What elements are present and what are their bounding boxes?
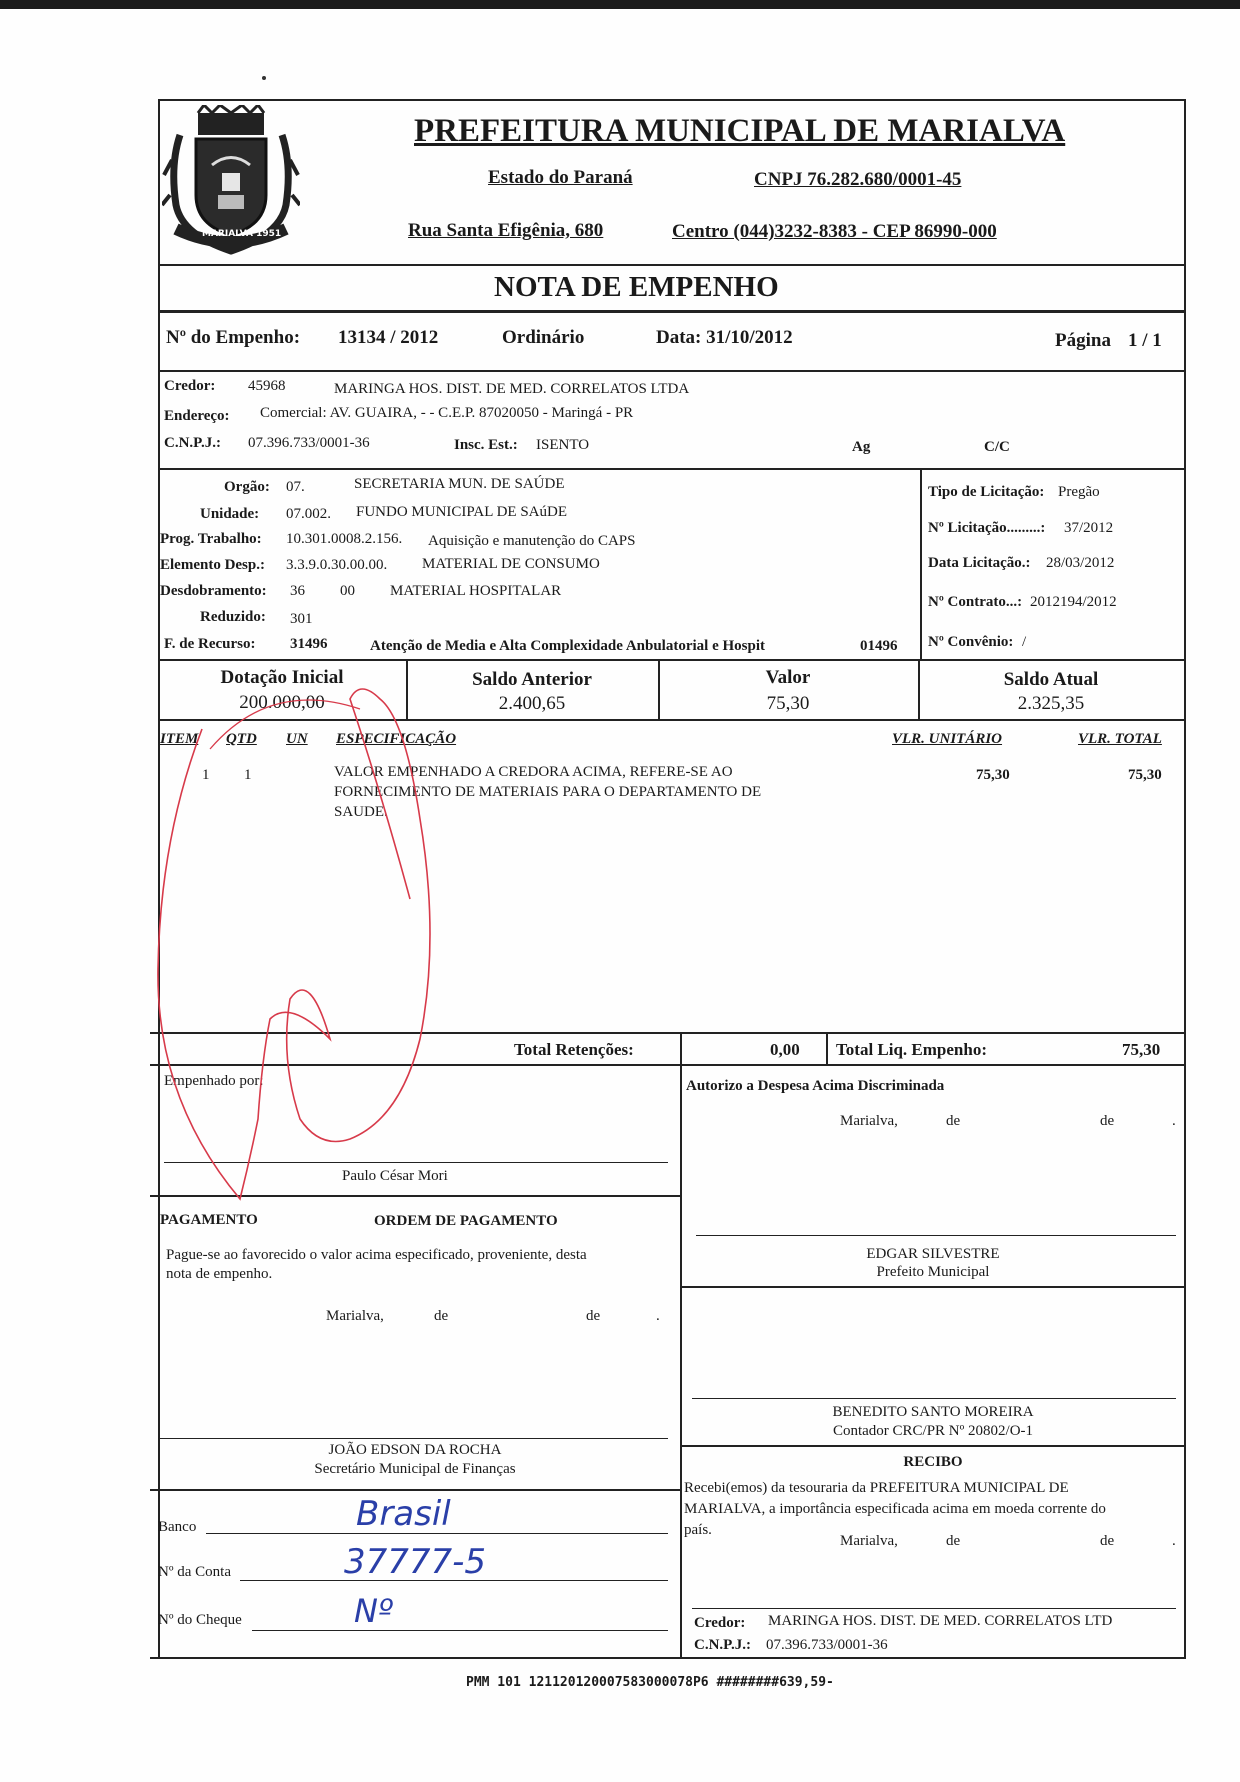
prefeito-role: Prefeito Municipal (876, 1264, 990, 1280)
recibo-text-2: MARIALVA, a importância especificada acima em moeda corrente do (684, 1501, 1106, 1517)
desdobramento-name: MATERIAL HOSPITALAR (390, 583, 562, 599)
col-qtd-header: QTD (226, 731, 257, 747)
col-item-header: ITEM (160, 731, 199, 747)
state-name: Estado do Paraná (488, 167, 633, 188)
contador-role: Contador CRC/PR Nº 20802/O-1 (832, 1423, 1034, 1439)
divider (158, 310, 1186, 313)
insc-est-value: ISENTO (536, 437, 590, 453)
unidade-code: 07.002. (286, 506, 331, 522)
valor-label: Valor (765, 667, 811, 688)
prefeito-name: EDGAR SILVESTRE (866, 1246, 1000, 1262)
recibo-credor-value: MARINGA HOS. DIST. DE MED. CORRELATOS LTD (768, 1613, 1113, 1629)
saldo-anterior-label: Saldo Anterior (472, 669, 592, 690)
saldo-atual-label: Saldo Atual (1003, 669, 1099, 690)
ordem-de-2: de (586, 1308, 601, 1324)
credor-name: MARINGA HOS. DIST. DE MED. CORRELATOS LTDA (334, 381, 690, 397)
col-spec-header: ESPECIFICAÇÃO (336, 731, 457, 747)
unidade-label: Unidade: (200, 506, 260, 522)
recibo-de-1: de (946, 1533, 961, 1549)
data-licitacao-label: Data Licitação.: (928, 555, 1031, 571)
prog-trabalho-code: 10.301.0008.2.156. (286, 531, 403, 547)
endereco-label: Endereço: (164, 408, 230, 424)
recibo-title: RECIBO (903, 1454, 963, 1470)
scan-speck (262, 76, 266, 80)
orgao-code: 07. (286, 479, 305, 495)
divider-vertical (680, 1032, 682, 1657)
total-liq-empenho-value: 75,30 (1122, 1040, 1161, 1059)
item-spec-line-1: VALOR EMPENHADO A CREDORA ACIMA, REFERE-SE AO (334, 764, 733, 780)
financas-signatory-role: Secretário Municipal de Finanças (314, 1461, 516, 1477)
municipality-cnpj: CNPJ 76.282.680/0001-45 (754, 169, 962, 190)
frame-top (158, 99, 1186, 101)
divider (680, 1286, 1186, 1288)
item-total-value: 75,30 (1128, 767, 1162, 783)
ordem-place: Marialva, (326, 1308, 384, 1324)
dotacao-inicial-value: 200.000,00 (239, 692, 325, 713)
empenho-type: Ordinário (502, 327, 585, 348)
num-licitacao-label: Nº Licitação.........: (928, 520, 1046, 536)
fonte-recurso-code: 31496 (290, 636, 328, 652)
autorizo-de-1: de (946, 1113, 961, 1129)
municipality-contact: Centro (044)3232-8383 - CEP 86990-000 (672, 221, 997, 242)
cheque-line (252, 1630, 668, 1631)
divider-vertical (826, 1032, 828, 1064)
saldo-atual-value: 2.325,35 (1017, 693, 1085, 714)
recibo-cnpj-label: C.N.P.J.: (694, 1637, 751, 1653)
recibo-dot: . (1172, 1533, 1176, 1549)
tipo-licitacao-value: Pregão (1058, 484, 1100, 500)
elemento-desp-code: 3.3.9.0.30.00.00. (286, 557, 388, 573)
data-licitacao-value: 28/03/2012 (1046, 555, 1115, 571)
divider (150, 1489, 680, 1491)
recibo-place: Marialva, (840, 1533, 898, 1549)
divider (680, 1445, 1186, 1447)
item-number: 1 (202, 767, 210, 783)
signature-line (696, 1235, 1176, 1236)
conta-handwritten: 37777-5 (344, 1542, 487, 1582)
insc-est-label: Insc. Est.: (454, 437, 518, 453)
ordem-pagamento-text-2: nota de empenho. (166, 1266, 273, 1282)
frame-right (1184, 99, 1186, 1659)
autorizo-de-2: de (1100, 1113, 1115, 1129)
prog-trabalho-label: Prog. Trabalho: (160, 531, 262, 547)
agencia-label: Ag (852, 439, 871, 455)
divider (158, 264, 1186, 266)
print-stamp-line: PMM 101 121120120007583000078P6 ########639,59- (466, 1675, 834, 1690)
item-unit-value: 75,30 (976, 767, 1010, 783)
desdobramento-label: Desdobramento: (160, 583, 267, 599)
elemento-desp-label: Elemento Desp.: (160, 557, 265, 573)
col-total-value-header: VLR. TOTAL (1078, 731, 1162, 747)
nota-de-empenho-document (150, 99, 1186, 1659)
col-un-header: UN (286, 731, 308, 747)
credor-cnpj: 07.396.733/0001-36 (248, 435, 370, 451)
contador-name: BENEDITO SANTO MOREIRA (832, 1404, 1034, 1420)
reduzido-value: 301 (290, 611, 313, 627)
red-pen-mark (150, 639, 490, 1259)
fonte-recurso-code2: 01496 (860, 638, 898, 654)
item-spec-line-3: SAUDE. (334, 804, 388, 820)
recibo-credor-label: Credor: (694, 1615, 746, 1631)
credor-label: Credor: (164, 378, 216, 394)
elemento-desp-name: MATERIAL DE CONSUMO (422, 556, 600, 572)
cheque-handwritten: Nº (354, 1592, 394, 1630)
credor-cnpj-label: C.N.P.J.: (164, 435, 221, 451)
municipality-title: PREFEITURA MUNICIPAL DE MARIALVA (414, 113, 1066, 149)
ordem-de-1: de (434, 1308, 449, 1324)
fonte-recurso-label: F. de Recurso: (164, 636, 256, 652)
autorizo-place: Marialva, (840, 1113, 898, 1129)
autorizo-text: Autorizo a Despesa Acima Discriminada (686, 1078, 945, 1094)
divider (158, 370, 1186, 372)
num-convenio-value: / (1022, 634, 1027, 650)
recibo-text-3: país. (684, 1522, 712, 1538)
empenhado-por-name: Paulo César Mori (342, 1168, 448, 1184)
item-spec-line-2: FORNECIMENTO DE MATERIAIS PARA O DEPARTAMENTO DE (334, 784, 762, 800)
endereco-value: Comercial: AV. GUAIRA, - - C.E.P. 87020050 - Maringá - PR (260, 405, 634, 421)
total-retencoes-label: Total Retenções: (514, 1040, 634, 1059)
saldo-anterior-value: 2.400,65 (498, 693, 566, 714)
orgao-name: SECRETARIA MUN. DE SAÚDE (354, 476, 565, 492)
dotacao-inicial-label: Dotação Inicial (220, 667, 344, 688)
empenho-date: Data: 31/10/2012 (656, 327, 793, 348)
signature-line (160, 1438, 668, 1439)
empenhado-por-label: Empenhado por: (164, 1073, 264, 1089)
signature-line (692, 1398, 1176, 1399)
unidade-name: FUNDO MUNICIPAL DE SAúDE (356, 504, 567, 520)
ordem-pagamento-title: ORDEM DE PAGAMENTO (374, 1213, 558, 1229)
tipo-licitacao-label: Tipo de Licitação: (928, 484, 1045, 500)
num-licitacao-value: 37/2012 (1064, 520, 1114, 536)
banco-handwritten: Brasil (356, 1494, 451, 1534)
valor-value: 75,30 (766, 693, 810, 714)
recibo-de-2: de (1100, 1533, 1115, 1549)
ordem-pagamento-text-1: Pague-se ao favorecido o valor acima especificado, proveniente, desta (166, 1247, 587, 1263)
total-liq-empenho-label: Total Liq. Empenho: (836, 1040, 987, 1059)
credor-code: 45968 (248, 378, 286, 394)
page-number: 1 / 1 (1128, 330, 1162, 351)
autorizo-dot: . (1172, 1113, 1176, 1129)
fonte-recurso-name: Atenção de Media e Alta Complexidade Anbulatorial e Hospit (370, 638, 765, 654)
recibo-text-1: Recebi(emos) da tesouraria da PREFEITURA MUNICIPAL DE (684, 1480, 1069, 1496)
prog-trabalho-name: Aquisição e manutenção do CAPS (428, 533, 636, 549)
num-contrato-label: Nº Contrato...: (928, 594, 1023, 610)
col-unit-value-header: VLR. UNITÁRIO (892, 731, 1003, 747)
num-convenio-label: Nº Convênio: (928, 634, 1014, 650)
reduzido-label: Reduzido: (200, 609, 266, 625)
desdobramento-sub: 00 (340, 583, 355, 599)
empenho-number-label: Nº do Empenho: (166, 327, 301, 348)
conta-corrente-label: C/C (984, 439, 1010, 455)
item-quantity: 1 (244, 767, 252, 783)
orgao-label: Orgão: (224, 479, 270, 495)
cheque-label: Nº do Cheque (158, 1612, 242, 1628)
num-contrato-value: 2012194/2012 (1030, 594, 1117, 610)
banco-label: Banco (158, 1519, 197, 1535)
conta-label: Nº da Conta (158, 1564, 231, 1580)
empenho-number: 13134 / 2012 (338, 327, 439, 348)
ordem-dot: . (656, 1308, 660, 1324)
financas-signatory-name: JOÃO EDSON DA ROCHA (328, 1442, 502, 1458)
page-label: Página (1055, 330, 1111, 351)
recibo-cnpj-value: 07.396.733/0001-36 (766, 1637, 888, 1653)
total-retencoes-value: 0,00 (770, 1040, 800, 1059)
divider (158, 468, 1186, 470)
document-title: NOTA DE EMPENHO (494, 271, 779, 303)
scan-top-border (0, 0, 1240, 9)
frame-bottom (150, 1657, 1186, 1659)
municipality-address: Rua Santa Efigênia, 680 (408, 220, 604, 241)
pagamento-label: PAGAMENTO (160, 1212, 258, 1228)
desdobramento-code: 36 (290, 583, 305, 599)
signature-line (692, 1608, 1176, 1609)
crest-banner-text: MARIALVA 1951 (202, 229, 282, 239)
divider-vertical (920, 468, 922, 660)
